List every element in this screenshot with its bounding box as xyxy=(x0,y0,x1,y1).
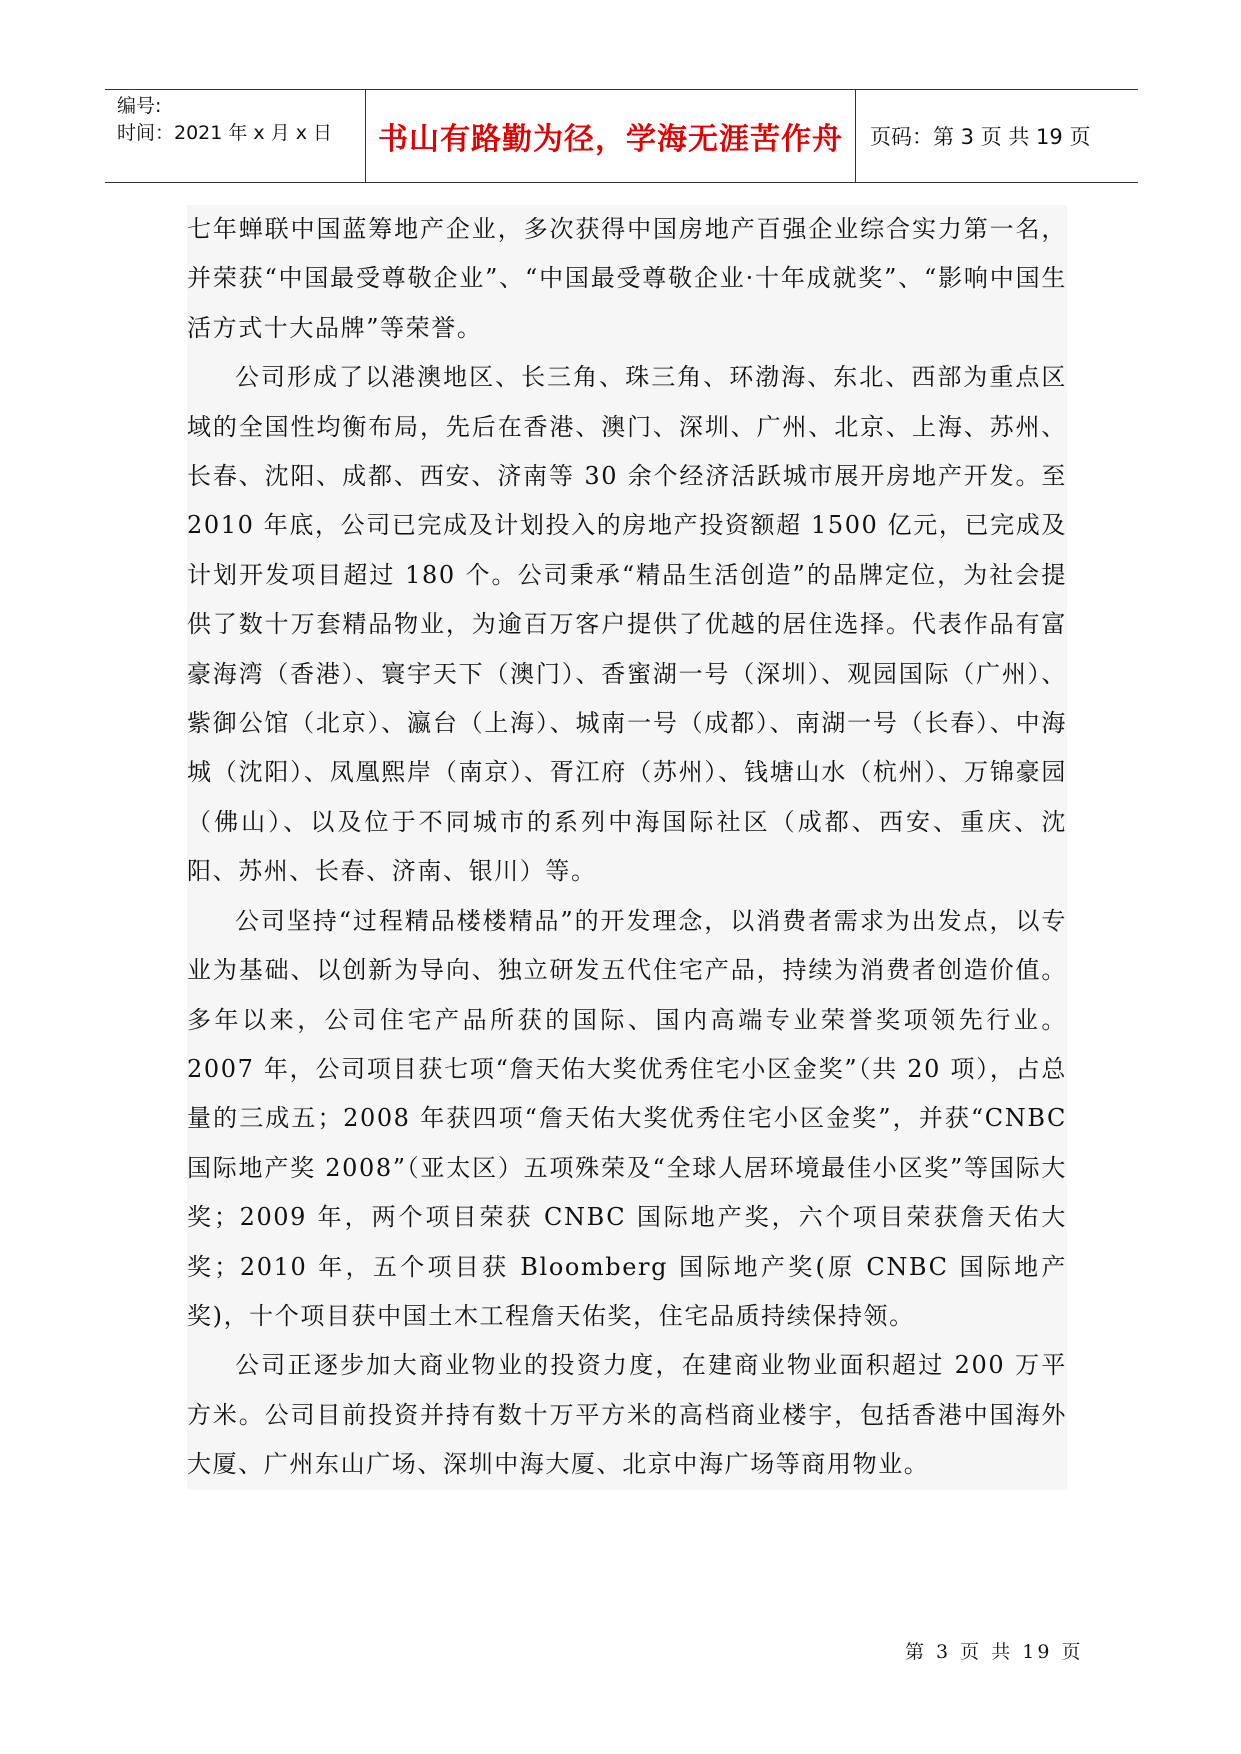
document-time: 时间：2021 年 x 月 x 日 xyxy=(117,122,333,144)
header-page-code: 页码：第 3 页 共 19 页 xyxy=(870,125,1091,149)
document-number-label: 编号: xyxy=(117,95,162,117)
header-meta xyxy=(105,90,366,182)
paragraph: 公司正逐步加大商业物业的投资力度，在建商业物业面积超过 200 万平方米。公司目前投资并持有数十万平方米的高档商业楼宇，包括香港中国海外大厦、广州东山广场、深圳中海大厦、北京中海广场等商用物业。 xyxy=(187,1351,1067,1479)
paragraph: 公司形成了以港澳地区、长三角、珠三角、环渤海、东北、西部为重点区域的全国性均衡布局，先后在香港、澳门、深圳、广州、北京、上海、苏州、长春、沈阳、成都、西安、济南等 30 余个经济活跃城市展开房地产开发。至 2010 年底，公司已完成及计划投入的房地产投资额超 1500 亿元，已完成及计划开发项目超过 180 个。公司秉承“精品生活创造”的品牌定位，为社会提供了数十万套精品物业，为逾百万客户提供了优越的居住选择。代表作品有富豪海湾（香港）、寰宇天下（澳门）、香蜜湖一号（深圳）、观园国际（广州）、紫御公馆（北京）、瀛台（上海）、城南一号（成都）、南湖一号（长春）、中海城（沈阳）、凤凰熙岸（南京）、胥江府（苏州）、钱塘山水（杭州）、万锦豪园（佛山）、以及位于不同城市的系列中海国际社区（成都、西安、重庆、沈阳、苏州、长春、济南、银川）等。 xyxy=(187,363,1067,886)
document-body xyxy=(187,205,1067,1490)
header-motto: 书山有路勤为径，学海无涯苦作舟 xyxy=(366,90,856,182)
paragraph: 七年蝉联中国蓝筹地产企业，多次获得中国房地产百强企业综合实力第一名，并荣获“中国最受尊敬企业”、“中国最受尊敬企业·十年成就奖”、“影响中国生活方式十大品牌”等荣誉。 xyxy=(187,215,1067,342)
page-header xyxy=(105,89,1138,183)
page-footer: 第 3 页 共 19 页 xyxy=(905,1641,1084,1663)
paragraph: 公司坚持“过程精品楼楼精品”的开发理念，以消费者需求为出发点，以专业为基础、以创新为导向、独立研发五代住宅产品，持续为消费者创造价值。多年以来，公司住宅产品所获的国际、国内高端专业荣誉奖项领先行业。2007 年，公司项目获七项“詹天佑大奖优秀住宅小区金奖”（共 20 项），占总量的三成五；2008 年获四项“詹天佑大奖优秀住宅小区金奖”，并获“CNBC 国际地产奖 2008”（亚太区）五项殊荣及“全球人居环境最佳小区奖”等国际大奖；2009 年，两个项目荣获 CNBC 国际地产奖，六个项目荣获詹天佑大奖；2010 年，五个项目获 Bloomberg 国际地产奖(原 CNBC 国际地产奖)，十个项目获中国土木工程詹天佑奖，住宅品质持续保持领。 xyxy=(187,906,1067,1330)
